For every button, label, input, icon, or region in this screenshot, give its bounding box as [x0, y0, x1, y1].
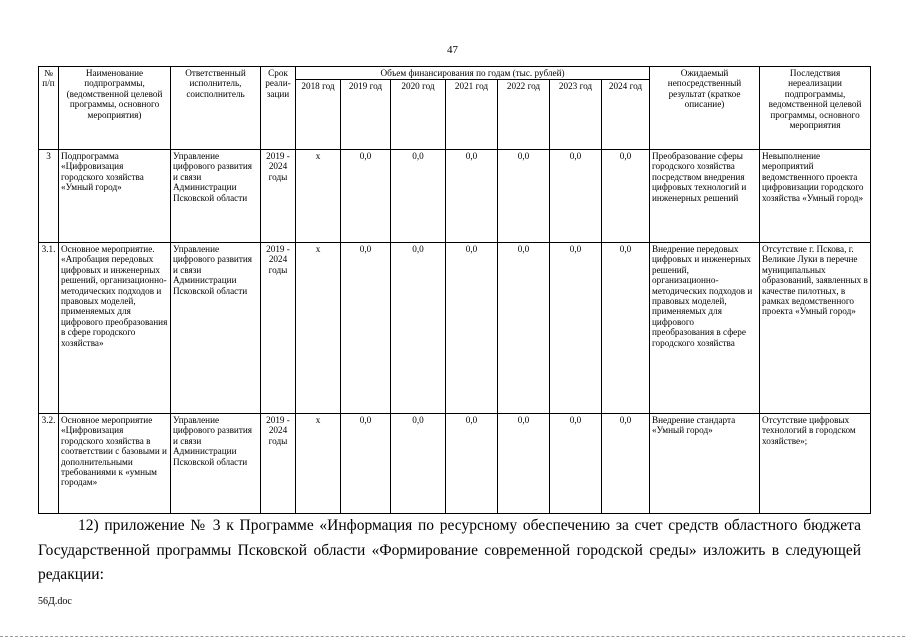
row-consequences: Отсутствие цифровых технологий в городском хозяйстве»; — [760, 414, 871, 514]
header-year: 2022 год — [498, 80, 550, 150]
header-year: 2023 год — [550, 80, 602, 150]
row-value: 0,0 — [341, 414, 391, 514]
row-responsible: Управление цифрового развития и связи Администрации Псковской области — [171, 150, 261, 243]
row-result: Внедрение стандарта «Умный город» — [650, 414, 760, 514]
header-funding: Объем финансирования по годам (тыс. рублей) — [296, 67, 650, 80]
row-value: 0,0 — [602, 150, 650, 243]
row-name: Основное мероприятие «Цифровизация городского хозяйства в соответствии с базовыми и дополнительными требованиями к «умным городам» — [59, 414, 171, 514]
row-value: x — [296, 414, 341, 514]
row-consequences: Отсутствие г. Пскова, г. Великие Луки в перечне муниципальных образований, заявленных в качестве пилотных, в рамках ведомственного проекта «Умный город» — [760, 243, 871, 414]
row-value: 0,0 — [446, 414, 498, 514]
header-year: 2024 год — [602, 80, 650, 150]
header-result: Ожидаемый непосредственный результат (краткое описание) — [650, 67, 760, 150]
row-value: x — [296, 150, 341, 243]
amendment-paragraph: 12) приложение № 3 к Программе «Информация по ресурсному обеспечению за счет средств областного бюджета Государственной программы Псковской области «Формирование современной городской среды» изложить в следующей редакции: — [38, 517, 861, 583]
row-value: 0,0 — [498, 414, 550, 514]
page-bottom-divider — [0, 636, 905, 637]
row-responsible: Управление цифрового развития и связи Администрации Псковской области — [171, 243, 261, 414]
row-value: x — [296, 243, 341, 414]
header-name: Наименование подпрограммы, (ведомственной целевой программы, основного мероприятия) — [59, 67, 171, 150]
document-filename: 56Д.doc — [38, 596, 72, 607]
header-responsible: Ответственный исполнитель, соисполнитель — [171, 67, 261, 150]
header-num: № п/п — [39, 67, 59, 150]
row-term: 2019 - 2024 годы — [261, 150, 296, 243]
row-value: 0,0 — [602, 243, 650, 414]
row-value: 0,0 — [498, 243, 550, 414]
row-value: 0,0 — [550, 150, 602, 243]
header-term: Срок реали-зации — [261, 67, 296, 150]
header-year: 2021 год — [446, 80, 498, 150]
row-num: 3.2. — [39, 414, 59, 514]
row-term: 2019 - 2024 годы — [261, 243, 296, 414]
row-value: 0,0 — [391, 243, 446, 414]
row-value: 0,0 — [446, 243, 498, 414]
table-row — [39, 150, 871, 243]
row-value: 0,0 — [341, 150, 391, 243]
row-value: 0,0 — [391, 414, 446, 514]
table-row — [39, 414, 871, 514]
row-name: Подпрограмма «Цифровизация городского хозяйства «Умный город» — [59, 150, 171, 243]
row-num: 3.1. — [39, 243, 59, 414]
row-value: 0,0 — [498, 150, 550, 243]
financing-table — [38, 66, 871, 514]
header-consequences: Последствия нереализации подпрограммы, ведомственной целевой программы, основного мероприятия — [760, 67, 871, 150]
row-value: 0,0 — [446, 150, 498, 243]
row-result: Преобразование сферы городского хозяйства посредством внедрения цифровых технологий и инженерных решений — [650, 150, 760, 243]
row-value: 0,0 — [341, 243, 391, 414]
row-responsible: Управление цифрового развития и связи Администрации Псковской области — [171, 414, 261, 514]
row-value: 0,0 — [391, 150, 446, 243]
row-value: 0,0 — [602, 414, 650, 514]
row-value: 0,0 — [550, 414, 602, 514]
page-number: 47 — [447, 44, 458, 56]
row-num: 3 — [39, 150, 59, 243]
row-name: Основное мероприятие. «Апробация передовых цифровых и инженерных решений, организационно-методических подходов и правовых моделей, применяемых для цифрового преобразования в сфере городского хозяйства» — [59, 243, 171, 414]
row-consequences: Невыполнение мероприятий ведомственного проекта цифровизации городского хозяйства «Умный город» — [760, 150, 871, 243]
row-result: Внедрение передовых цифровых и инженерных решений, организационно-методических подходов и правовых моделей, применяемых для цифрового преобразования в сфере городского хозяйства — [650, 243, 760, 414]
table-row — [39, 243, 871, 414]
header-year: 2018 год — [296, 80, 341, 150]
row-term: 2019 - 2024 годы — [261, 414, 296, 514]
header-year: 2019 год — [341, 80, 391, 150]
header-year: 2020 год — [391, 80, 446, 150]
row-value: 0,0 — [550, 243, 602, 414]
